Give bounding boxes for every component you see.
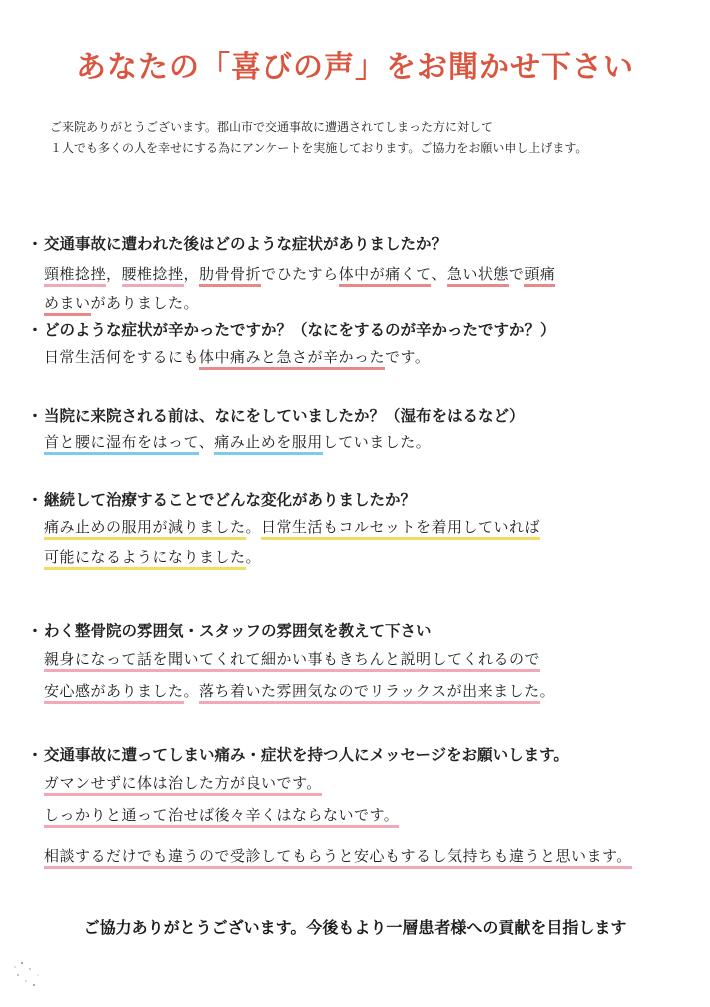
answer-6-line-2 <box>44 804 399 825</box>
answer-segment: で <box>508 265 525 283</box>
question-4 <box>26 488 696 510</box>
answer-segment: 、 <box>431 265 447 283</box>
bullet-icon: ・ <box>27 491 43 509</box>
question-1 <box>26 232 696 254</box>
question-6 <box>26 743 696 765</box>
answer-segment: 。 <box>245 518 262 536</box>
answer-segment: 日常生活何をするにも <box>44 348 200 366</box>
page-title: あなたの「喜びの声」をお聞かせ下さい <box>76 50 634 85</box>
answer-segment: 安心感がありました <box>44 682 184 704</box>
question-text: 当院に来院される前は、なにをしていましたか？（湿布をはるなど） <box>44 407 525 425</box>
answer-segment: 体中が痛くて <box>339 265 432 287</box>
answer-segment: 痛み止めを服用 <box>214 433 323 455</box>
answer-segment: 親身になって話を聞いてくれて細かい事もきちんと説明してくれるので <box>44 650 540 672</box>
answer-segment: 急い状態 <box>447 265 509 287</box>
question-5 <box>26 619 696 641</box>
answer-segment: めまい <box>44 294 91 316</box>
question-text: どのような症状が辛かったですか？（なにをするのが辛かったですか？） <box>44 321 556 339</box>
answer-3-line-1 <box>44 431 431 452</box>
answer-4-line-2 <box>44 546 261 567</box>
answer-5-line-1 <box>44 648 540 669</box>
answer-segment: ガマンせずに体は治した方が良いです。 <box>44 774 322 796</box>
answer-5-line-2 <box>44 680 555 701</box>
bullet-icon: ・ <box>27 407 43 425</box>
answer-segment: していました。 <box>322 433 432 451</box>
answer-segment: 体中痛みと急さが辛かった <box>199 348 385 370</box>
question-3 <box>26 404 696 426</box>
answer-segment: 痛み止めの服用が減りました <box>44 518 246 540</box>
answer-segment: 頭痛 <box>524 265 555 287</box>
bullet-icon: ・ <box>27 746 43 764</box>
answer-segment: です。 <box>385 348 431 366</box>
answer-6-line-3 <box>44 845 632 866</box>
answer-segment: でひたすら <box>261 265 339 283</box>
answer-segment: しっかりと通って治せば後々辛くはならないです。 <box>44 806 399 828</box>
answer-segment: 。 <box>183 682 200 700</box>
ink-speckle-icon <box>10 945 60 995</box>
question-text: 交通事故に遭ってしまい痛み・症状を持つ人にメッセージをお願いします。 <box>44 746 569 764</box>
answer-segment: 落ち着いた雰囲気なのでリラックスが出来ました <box>199 682 540 704</box>
answer-4-line-1 <box>44 516 540 537</box>
answer-6-line-1 <box>44 772 322 793</box>
answer-segment: 肋骨骨折 <box>199 265 261 287</box>
answer-1-line-2 <box>44 292 199 313</box>
answer-segment: 、 <box>198 433 215 451</box>
intro-text <box>50 117 680 159</box>
answer-segment: 日常生活もコルセットを着用していれば <box>261 518 540 540</box>
answer-segment: 首と腰に湿布をはって <box>44 433 199 455</box>
question-text: わく整骨院の雰囲気・スタッフの雰囲気を教えて下さい <box>44 622 432 640</box>
intro-line: １人でも多くの人を幸せにする為にアンケートを実施しております。ご協力をお願い申し上げます。 <box>50 141 588 155</box>
footer-message: ご協力ありがとうございます。今後もより一層患者様への貢献を目指します <box>83 918 627 937</box>
question-text: 交通事故に遭われた後はどのような症状がありましたか？ <box>44 235 448 253</box>
question-2 <box>26 318 696 340</box>
answer-segment: 腰椎捻挫 <box>122 265 184 287</box>
answer-segment: 。 <box>245 548 262 566</box>
bullet-icon: ・ <box>27 622 43 640</box>
answer-segment: ， <box>106 265 122 283</box>
answer-segment: がありました。 <box>90 294 200 312</box>
answer-segment: ， <box>183 265 200 283</box>
answer-segment: 可能になるようになりました <box>44 548 246 570</box>
answer-1-line-1 <box>44 263 555 284</box>
answer-2-line-1 <box>44 346 430 367</box>
answer-segment: 頸椎捻挫 <box>44 265 106 287</box>
question-text: 継続して治療することでどんな変化がありましたか？ <box>44 491 417 509</box>
bullet-icon: ・ <box>27 321 43 339</box>
answer-segment: 。 <box>539 682 556 700</box>
bullet-icon: ・ <box>27 235 43 253</box>
answer-segment: 相談するだけでも違うので受診してもらうと安心もするし気持ちも違うと思います。 <box>44 847 632 869</box>
intro-line: ご来院ありがとうございます。郡山市で交通事故に遭遇されてしまった方に対して <box>50 120 494 134</box>
